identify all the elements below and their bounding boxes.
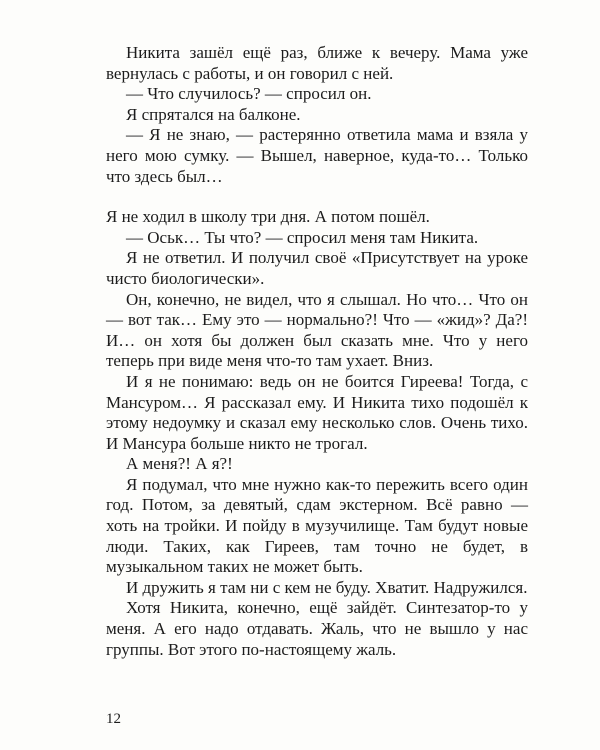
paragraph: Я не ходил в школу три дня. А потом пошёл. (106, 207, 430, 227)
paragraph: И я не понимаю: ведь он не боится Гиреева! Тогда, с Мансуром… Я рассказал ему. И Никита тихо подошёл к этому недоумку и сказал ему несколько слов. Очень тихо. И Мансура больше никто не трогал. (106, 371, 528, 453)
paragraph: И дружить я там ни с кем не буду. Хватит. Надружился. (126, 577, 528, 597)
paragraph: Никита зашёл ещё раз, ближе к вечеру. Мама уже вернулась с работы, и он говорил с ней. (106, 43, 528, 83)
page-number: 12 (106, 711, 121, 727)
paragraph: — Я не знаю, — растерянно ответила мама и взяла у него мою сумку. — Вышел, наверное, куда-то… Только что здесь был… (106, 125, 528, 186)
paragraph: Я не ответил. И получил своё «Присутствует на уроке чисто биологически». (106, 248, 528, 288)
paragraph: — Что случилось? — спросил он. (126, 84, 372, 104)
paragraph: Я спрятался на балконе. (126, 104, 301, 124)
paragraph: — Оськ… Ты что? — спросил меня там Никита. (126, 227, 479, 247)
body-text (106, 43, 528, 660)
paragraph: Я подумал, что мне нужно как-то пережить всего один год. Потом, за девятый, сдам экстерном. Всё равно — хоть на тройки. И пойду в музучилище. Там будут новые люди. Таких, как Гиреев, там точно не будет, в музыкальном таких не может быть. (106, 474, 528, 577)
paragraph: Хотя Никита, конечно, ещё зайдёт. Синтезатор-то у меня. А его надо отдавать. Жаль, что не вышло у нас группы. Вот этого по-настоящему жаль. (106, 598, 528, 659)
paragraph: А меня?! А я?! (126, 454, 233, 474)
paragraph: Он, конечно, не видел, что я слышал. Но что… Что он — вот так… Ему это — нормально?! Что — «жид»? Да?! И… он хотя бы должен был сказать мне. Что у него теперь при виде меня что-то там ухает. Вниз. (106, 289, 528, 371)
